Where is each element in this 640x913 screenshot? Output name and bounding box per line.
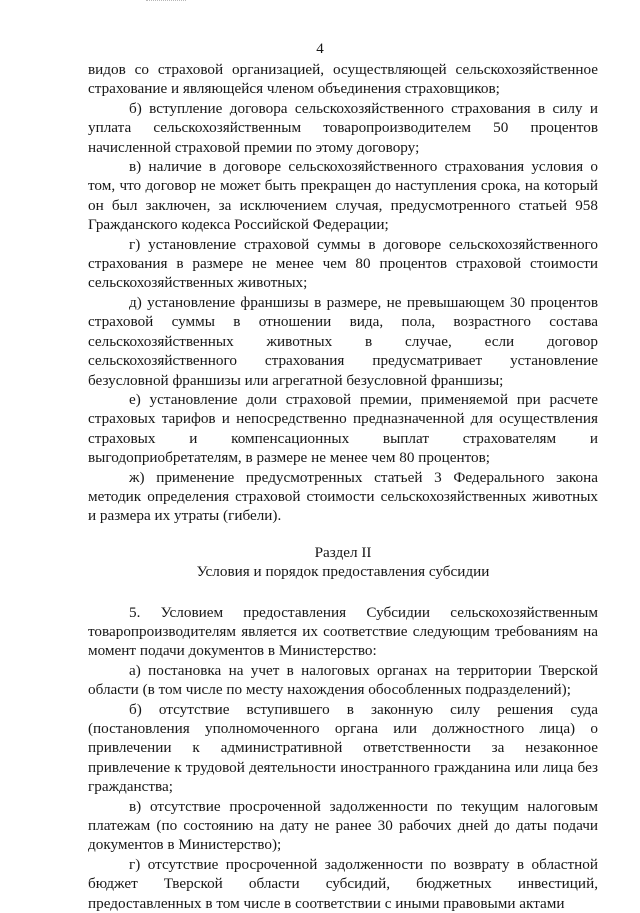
section-label: Раздел II — [314, 543, 372, 561]
section-title: Условия и порядок предоставления субсидии — [196, 563, 490, 581]
paragraph-item-d: д) установление франшизы в размере, не превышающем 30 процентов страховой суммы в отношении вида, пола, возрастного состава сельскохозяйственных животных в случае, если договор сельскохозяйственного страхования предусматривает установление безусловной франшизы или агрегатной безусловной франшизы; — [88, 293, 598, 389]
paragraph-item-v: в) наличие в договоре сельскохозяйственного страхования условия о том, что договор не может быть прекращен до наступления срока, на который он был заключен, за исключением случая, предусмотренного статьей 958 Гражданского кодекса Российской Федерации; — [88, 158, 598, 234]
paragraph-item-g: г) установление страховой суммы в договоре сельскохозяйственного страхования в размере не менее чем 80 процентов страховой стоимости сельскохозяйственных животных; — [88, 235, 598, 292]
paragraph-clause-5v: в) отсутствие просроченной задолженности по текущим налоговым платежам (по состоянию на дату не ранее 30 рабочих дней до даты подачи документов в Министерство); — [88, 797, 598, 854]
paragraph-item-b: б) вступление договора сельскохозяйственного страхования в силу и уплата сельскохозяйственным товаропроизводителем 50 процентов начисленной страховой премии по этому договору; — [88, 99, 598, 156]
scan-artifact — [146, 0, 186, 3]
paragraph-clause-5a: а) постановка на учет в налоговых органах на территории Тверской области (в том числе по месту нахождения обособленных подразделений); — [88, 661, 598, 699]
section-spacer — [88, 582, 598, 603]
document-body — [88, 60, 598, 913]
paragraph-clause-5: 5. Условием предоставления Субсидии сельскохозяйственным товаропроизводителям является их соответствие следующим требованиям на момент подачи документов в Министерство: — [88, 603, 598, 660]
paragraph-clause-5g: г) отсутствие просроченной задолженности по возврату в областной бюджет Тверской области субсидий, бюджетных инвестиций, предоставленных в том числе в соответствии с иными правовыми актами — [88, 855, 598, 912]
page-number: 4 — [316, 41, 324, 57]
paragraph-clause-5b: б) отсутствие вступившего в законную силу решения суда (постановления уполномоченного органа или должностного лица) о привлечении к административной ответственности за незаконное привлечение к трудовой деятельности иностранного гражданина или лица без гражданства; — [88, 700, 598, 796]
paragraph-item-zh: ж) применение предусмотренных статьей 3 Федерального закона методик определения страховой стоимости сельскохозяйственных животных и размера их утраты (гибели). — [88, 468, 598, 525]
paragraph-item-e: е) установление доли страховой премии, применяемой при расчете страховых тарифов и непосредственно предназначенной для осуществления страховых и компенсационных выплат страхователям и выгодоприобретателям, в размере не менее чем 80 процентов; — [88, 390, 598, 467]
paragraph-continuation: видов со страховой организацией, осуществляющей сельскохозяйственное страхование и являющейся членом объединения страховщиков; — [88, 61, 598, 98]
